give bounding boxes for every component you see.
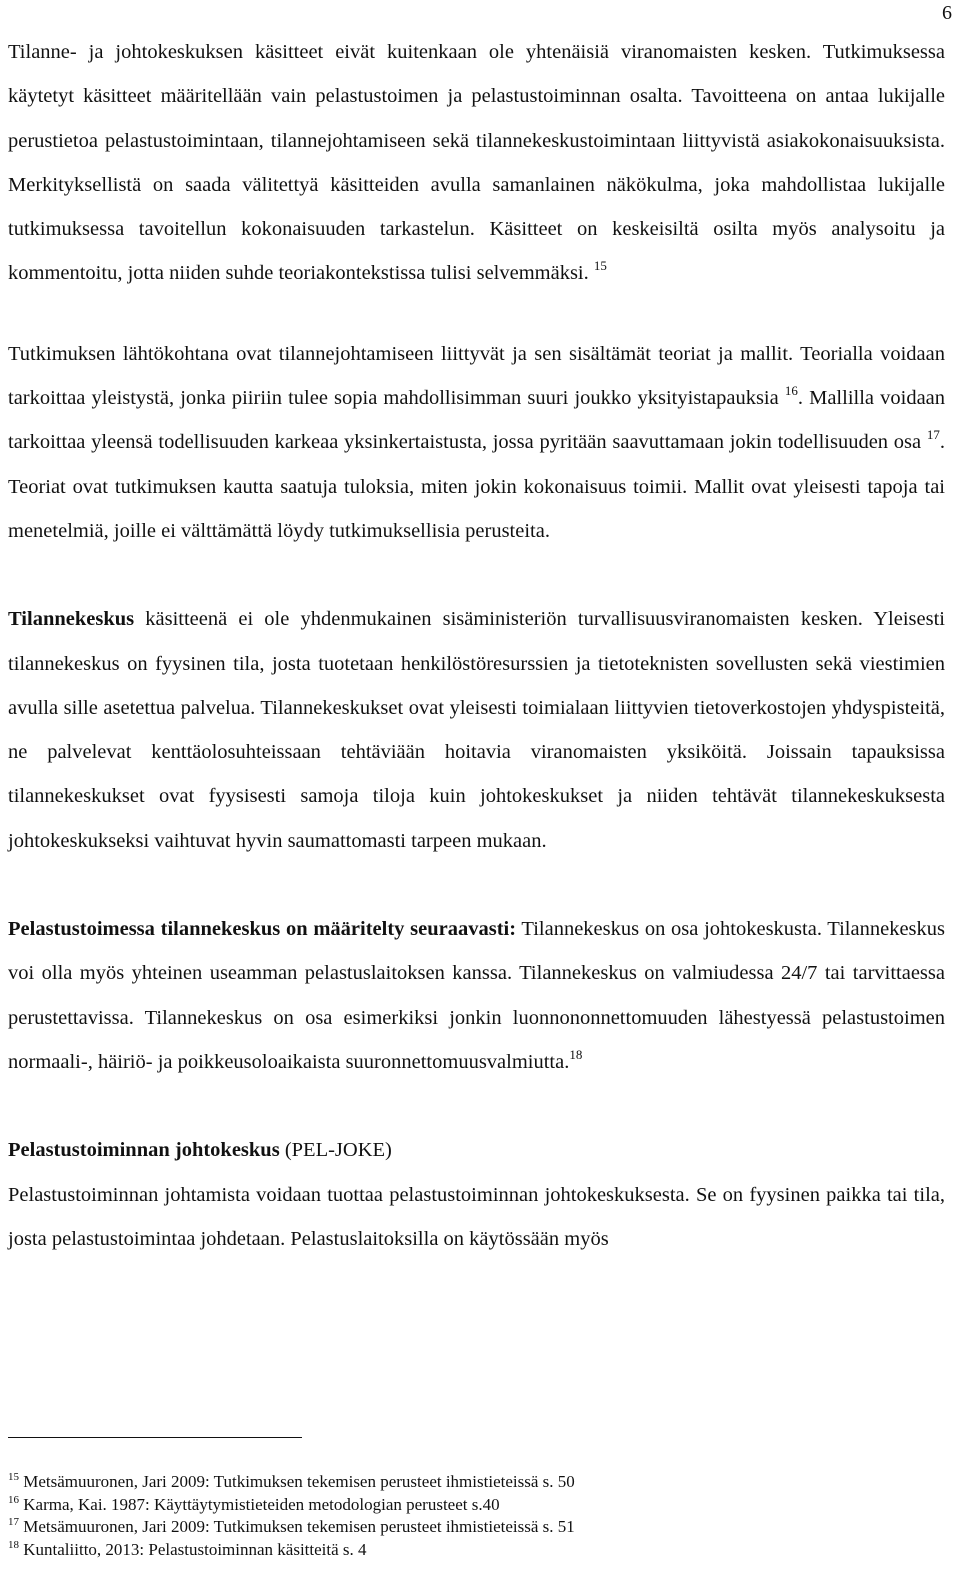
paragraph-concepts-intro (8, 30, 945, 296)
paragraph-text: Pelastustoiminnan johtamista voidaan tuottaa pelastustoiminnan johtokeskuksesta. Se on fyysinen paikka tai tila, josta pelastustoimintaa johdetaan. Pelastuslaitoksilla on käytössään myös (8, 1183, 945, 1250)
paragraph-text: Tilannekeskus on osa johtokeskusta. Tilannekeskus voi olla myös yhteinen useamman pelastuslaitoksen kanssa. Tilannekeskus on valmiudessa 24/7 tai tarvittaessa perustettavissa. Tilannekeskus on osa esimerkiksi jonkin luonnononnettomuuden lähestyessä pelastustoimen normaali-, häiriö- ja poikkeusoloaikaista suuronnettomuusvalmiutta. (8, 918, 945, 1073)
footnote-text: Metsämuuronen, Jari 2009: Tutkimuksen tekemisen perusteet ihmistieteissä s. 51 (23, 1517, 575, 1536)
footnote-ref-16: 16 (784, 383, 798, 399)
footnote-number: 16 (8, 1493, 19, 1506)
footnote-number: 18 (8, 1538, 19, 1551)
footnotes (8, 1471, 945, 1561)
footnote-text: Karma, Kai. 1987: Käyttäytymistieteiden metodologian perusteet s.40 (23, 1494, 500, 1514)
paragraph-theories-models (8, 332, 945, 553)
footnote-number: 15 (8, 1471, 19, 1483)
paragraph-pel-joke (8, 1128, 945, 1261)
paragraph-tilannekeskus (8, 597, 945, 863)
page-number: 6 (942, 2, 952, 24)
paragraph-text: . Mallilla voidaan tarkoittaa yleensä todellisuuden karkeaa yksinkertaistusta, jossa pyritään saavuttamaan jokin todellisuuden osa (8, 387, 946, 454)
footnote-ref-18: 18 (569, 1046, 583, 1062)
footnote-separator (8, 1437, 302, 1438)
footnote-15 (8, 1471, 945, 1494)
paragraph-text: Tilanne- ja johtokeskuksen käsitteet eivät kuitenkaan ole yhtenäisiä viranomaisten kesken. Tutkimuksessa käytetyt käsitteet määritellään vain pelastustoimen ja pelastustoiminnan osalta. Tavoitteena on antaa lukijalle perustietoa pelastustoimintaan, tilannejohtamiseen sekä tilannekeskustoimintaan liittyvistä asiakokonaisuuksista. Merkityksellistä on saada välitettyä käsitteiden avulla samanlainen näkökulma, joka mahdollistaa lukijalle tutkimuksessa tavoitellun kokonaisuuden tarkastelun. Käsitteet on keskeisiltä osilta myös analysoitu ja kommentoitu, jotta niiden suhde teoriakontekstissa tulisi selvemmäksi. (8, 41, 945, 285)
term-tilannekeskus: Tilannekeskus (8, 608, 135, 631)
paragraph-pelastustoimi-definition (8, 907, 945, 1084)
term-suffix: (PEL-JOKE) (279, 1139, 392, 1162)
footnote-text: Metsämuuronen, Jari 2009: Tutkimuksen tekemisen perusteet ihmistieteissä s. 50 (23, 1472, 575, 1491)
body-text (8, 30, 945, 1261)
term-pelastustoiminnan-johtokeskus: Pelastustoiminnan johtokeskus (8, 1139, 280, 1162)
paragraph-text: . Teoriat ovat tutkimuksen kautta saatuja tuloksia, miten jokin kokonaisuus toimii. Mallit ovat yleisesti tapoja tai menetelmiä, joille ei välttämättä löydy tutkimuksellisia perusteita. (8, 431, 945, 542)
footnote-text: Kuntaliitto, 2013: Pelastustoiminnan käsitteitä s. 4 (23, 1539, 367, 1559)
footnote-ref-15: 15 (593, 258, 607, 274)
footnote-17 (8, 1516, 945, 1539)
term-pelastustoimi-definition: Pelastustoimessa tilannekeskus on määritelty seuraavasti: (8, 918, 517, 941)
footnote-number: 17 (8, 1516, 19, 1528)
footnote-18 (8, 1539, 945, 1562)
paragraph-text: Tutkimuksen lähtökohtana ovat tilannejohtamiseen liittyvät ja sen sisältämät teoriat ja mallit. Teorialla voidaan tarkoittaa yleistystä, jonka piiriin tulee sopia mahdollisimman suuri joukko yksityistapauksia (8, 342, 945, 410)
footnote-ref-17: 17 (926, 427, 940, 443)
paragraph-text: käsitteenä ei ole yhdenmukainen sisäministeriön turvallisuusviranomaisten kesken. Yleisesti tilannekeskus on fyysinen tila, josta tuotetaan henkilöstöresurssien ja tietoteknisten sovellusten sekä viestimien avulla sille asetettua palvelua. Tilannekeskukset ovat yleisesti toimialaan liittyvien tietoverkostojen yhdyspisteitä, ne palvelevat kenttäolosuhteissaan tehtäviään hoitavia viranomaisten yksiköitä. Joissain tapauksissa tilannekeskukset ovat fyysisesti samoja tiloja kuin johtokeskukset ja niiden tehtävät tilannekeskuksesta johtokeskukseksi vaihtuvat hyvin saumattomasti tarpeen mukaan. (8, 608, 945, 852)
footnote-16 (8, 1494, 945, 1517)
